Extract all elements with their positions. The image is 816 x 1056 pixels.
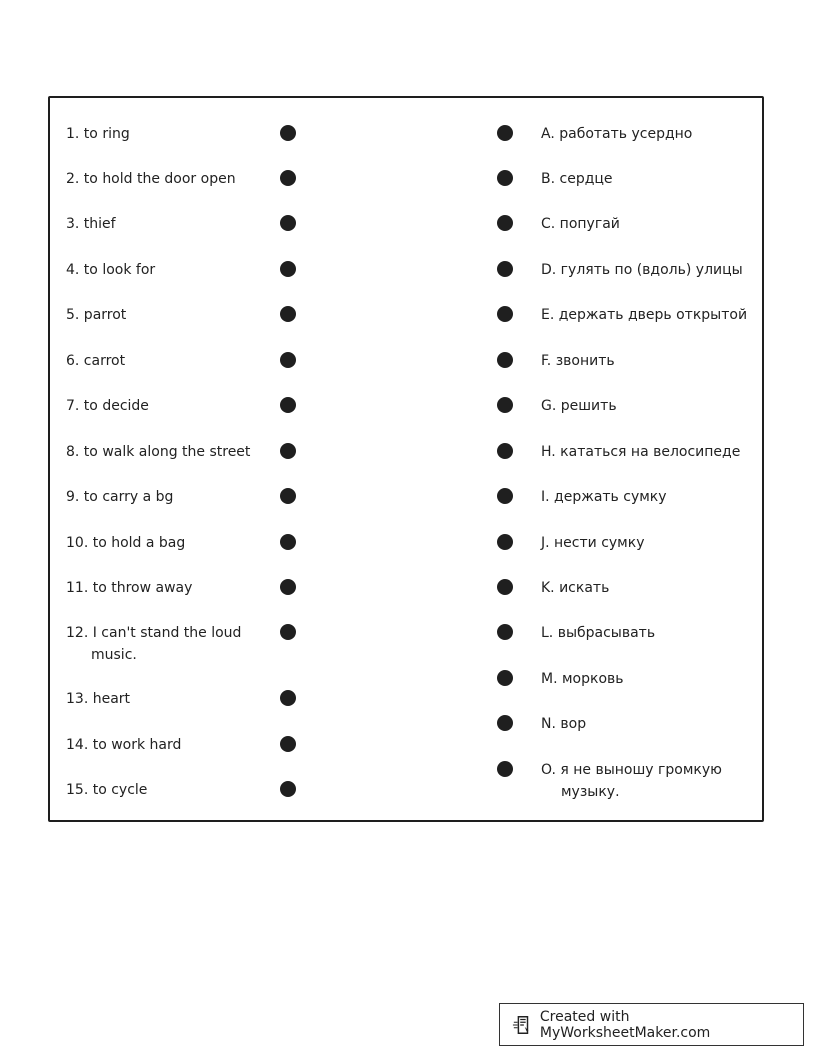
item-label-continuation: музыку. (561, 784, 620, 800)
english-term (66, 168, 236, 190)
item-label: N. вор (541, 716, 587, 732)
item-label: E. держать дверь открытой (541, 307, 748, 323)
left-match-dot[interactable] (280, 397, 296, 413)
footer-credit (499, 1003, 804, 1046)
right-match-dot[interactable] (497, 488, 513, 504)
item-label: 3. thief (66, 216, 116, 232)
left-match-dot[interactable] (280, 443, 296, 459)
right-match-dot[interactable] (497, 352, 513, 368)
russian-translation (541, 304, 747, 326)
item-label: M. морковь (541, 671, 624, 687)
left-match-dot[interactable] (280, 125, 296, 141)
english-term (66, 779, 147, 801)
english-term (66, 259, 155, 281)
right-match-dot[interactable] (497, 170, 513, 186)
item-label: 10. to hold a bag (66, 535, 186, 551)
russian-translation (541, 577, 609, 599)
worksheet-maker-logo-icon (512, 1014, 534, 1036)
item-label: H. кататься на велосипеде (541, 444, 741, 460)
russian-translation (541, 622, 655, 644)
item-label: I. держать сумку (541, 489, 667, 505)
item-label: J. нести сумку (541, 535, 645, 551)
right-match-dot[interactable] (497, 761, 513, 777)
item-label: B. сердце (541, 171, 613, 187)
item-label: F. звонить (541, 353, 615, 369)
right-match-dot[interactable] (497, 579, 513, 595)
left-match-dot[interactable] (280, 736, 296, 752)
english-term (66, 213, 116, 235)
item-label: 13. heart (66, 691, 131, 707)
left-match-dot[interactable] (280, 781, 296, 797)
item-label: 4. to look for (66, 262, 156, 278)
item-label: L. выбрасывать (541, 625, 656, 641)
left-match-dot[interactable] (280, 579, 296, 595)
english-term (66, 734, 181, 756)
russian-translation (541, 213, 620, 235)
right-match-dot[interactable] (497, 125, 513, 141)
left-match-dot[interactable] (280, 306, 296, 322)
english-term (66, 123, 130, 145)
item-label: C. попугай (541, 216, 620, 232)
left-match-dot[interactable] (280, 534, 296, 550)
left-match-dot[interactable] (280, 488, 296, 504)
item-label: 14. to work hard (66, 737, 182, 753)
item-label: 12. I can't stand the loud (66, 625, 242, 641)
item-label: A. работать усердно (541, 126, 693, 142)
item-label-continuation: music. (91, 647, 137, 663)
item-label: 5. parrot (66, 307, 127, 323)
left-match-dot[interactable] (280, 170, 296, 186)
item-label: D. гулять по (вдоль) улицы (541, 262, 743, 278)
right-match-dot[interactable] (497, 261, 513, 277)
russian-translation (541, 532, 644, 554)
english-term (66, 486, 173, 508)
right-match-dot[interactable] (497, 534, 513, 550)
right-match-dot[interactable] (497, 670, 513, 686)
item-label: 15. to cycle (66, 782, 148, 798)
right-match-dot[interactable] (497, 715, 513, 731)
russian-translation (541, 395, 617, 417)
item-label: 1. to ring (66, 126, 130, 142)
english-term (66, 395, 149, 417)
english-term (66, 304, 126, 326)
english-term (66, 441, 250, 463)
left-match-dot[interactable] (280, 690, 296, 706)
left-match-dot[interactable] (280, 215, 296, 231)
item-label: 9. to carry a bg (66, 489, 174, 505)
item-label: 8. to walk along the street (66, 444, 251, 460)
item-label: K. искать (541, 580, 610, 596)
russian-translation (541, 713, 586, 735)
russian-translation (541, 441, 740, 463)
right-match-dot[interactable] (497, 397, 513, 413)
russian-translation (541, 259, 743, 281)
russian-translation (541, 486, 667, 508)
russian-translation (541, 123, 692, 145)
item-label: 7. to decide (66, 398, 149, 414)
russian-translation (541, 759, 722, 803)
english-term (66, 532, 185, 554)
right-match-dot[interactable] (497, 306, 513, 322)
right-match-dot[interactable] (497, 215, 513, 231)
english-term (66, 350, 125, 372)
left-match-dot[interactable] (280, 352, 296, 368)
item-label: G. решить (541, 398, 617, 414)
left-match-dot[interactable] (280, 261, 296, 277)
footer-credit-text: Created with MyWorksheetMaker.com (539, 1008, 711, 1041)
english-term (66, 622, 241, 666)
english-term (66, 577, 192, 599)
russian-translation (541, 168, 613, 190)
item-label: 6. carrot (66, 353, 126, 369)
russian-translation (541, 668, 624, 690)
left-match-dot[interactable] (280, 624, 296, 640)
item-label: O. я не выношу громкую (541, 762, 722, 778)
right-match-dot[interactable] (497, 443, 513, 459)
russian-translation (541, 350, 615, 372)
item-label: 11. to throw away (66, 580, 193, 596)
english-term (66, 688, 130, 710)
item-label: 2. to hold the door open (66, 171, 236, 187)
right-match-dot[interactable] (497, 624, 513, 640)
